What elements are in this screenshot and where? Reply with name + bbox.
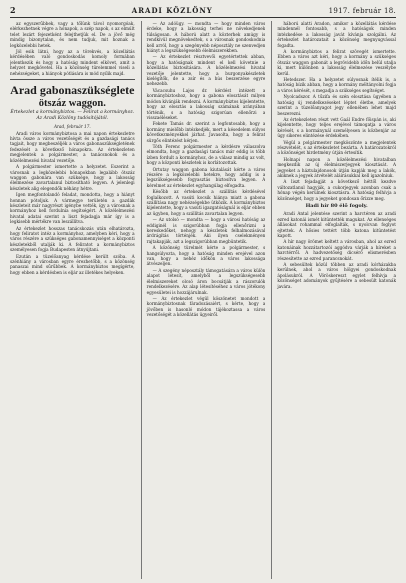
paragraph: háború alatti Aradon, amikor a közellátás kérdése mindennél fontosabb, s a hatóságok minden intézkedése a lakosság javát kívánja szolgálni. Az értekezlet határozatait a közönség megnyugvással fogadta. [277,21,396,48]
page-number: 2 [10,5,16,15]
article-dek: Értekezlet a kormánybiztos. — Felirat a kormányhoz. Az Aradi Közlöny tudósítójától. [10,110,135,121]
masthead [10,6,396,18]
paragraph: Fekete Tamás dr. szerint a legfontosabb, hogy a kormány mielőbb intézkedjék, mert a késedelem súlyos következményekkel járhat. Javasolta, hogy a felirat sürgős elintézést kérjen. [146,121,266,143]
paragraph: Ortutay waggon gabona kiutalását kérte a város részére a legközelebbi hetekre, hogy addig is a legszükségesebb fogyasztás biztosítva legyen. A kérelmet az értekezlet egyhangúlag elfogadta. [146,166,266,188]
divider [10,79,135,80]
paragraph: — Az utolsó — mondta — hogy a városi hatóság az eddiginél is szigorúbban fogja ellenőrizni a kereskedőket, nehogy a készletek felhalmozásával árdrágítás történjék. Aki ilyen cselekményen rajtakapják, azt a legszigorúbban megbüntetik. [146,217,266,244]
paragraph: Az értekezlet hosszas tanácskozás után elhatározta, hogy feliratot intéz a kormányhoz, amelyben kéri, hogy a város részére a szükséges gabonamennyiséget a központi készletekből utalják ki. A feliratot a kormánybiztos személyesen fogja Budapesten átnyújtani. [10,225,135,253]
paragraph: az egyszerűbbek, vagy a tőlünk távol nyomorgóak, elérkezhetnek végre a hónapok, a szép napok, s az elmúlt telet lezárt fejezetként felejthetjük el. De a jövő még mindig bizonytalan, és nem tudjuk, mit hoznak a legközelebbi hetek. [10,21,135,48]
article-headline: Arad gabonaszükséglete [10,83,135,98]
middle-column [141,21,266,579]
paragraph: Ezután a tüzelőanyag kérdése került szóba. A szénhiány a városban egyre érezhetőbb, s a közönség panaszai mind sűrűbbek. A kormánybiztos megígérte, hogy ebben a kérdésben is eljár az illetékes helyeken. [10,253,135,275]
paragraph: Nyolcadszor. A tűzifa és szén elosztása ügyében a hatóság új rendelkezéseket léptet életbe, amelyek szerint a tüzelőanyagot jegy ellenében lehet majd beszerezni. [277,94,396,116]
paragraph: Az értekezleten részt vett Gaál Endre főispán is, aki kijelentette, hogy teljes erejével támogatja a város kérését, s a kormánynál személyesen is közbenjár az ügy sikeres elintézése érdekében. [277,116,396,139]
paragraph: — A szegény néposztály támogatására a város külön alapot létesít, amelyből a legszükségesebb élelmiszereket olcsó áron bocsátják a rászorulók rendelkezésére. Az alap létesítéséhez a város jótékony egyesületei is hozzájárulnak. [146,267,266,295]
paragraph: A kormánybiztos a felirat szövegét ismertette. Ebben a város azt kéri, hogy a kormány a szükséges ötszáz waggon gabonát a legrövidebb időn belül utalja ki, mert különben a lakosság élelmezése veszélybe kerül. [277,49,396,76]
paragraph: Igen megfontolandó feladat, mondotta, hogy a hiányt honnan pótoljuk. A vármegye területén a gazdák készleteit már nagyrészt igénybe vették, így a városnak a kormányhoz kell fordulnia segítségért. A közélelmezési hivatal adatai szerint a liszt fejadagja már így is a legkisebb mértékre van leszállítva. [10,192,135,225]
paragraph: A közönség türelmét kérte a polgármester, s hangsúlyozta, hogy a hatóság minden erejével azon van, hogy a nehéz időkön a város lakossága átvészeljen. [146,245,266,267]
paragraph: A polgármester ismertette a helyzetet. Eszerint a városnak a legközelebbi hónapokban legalább ötszáz waggon gabonára van szüksége, hogy a lakosság élelmezése zavartalanul biztosítható legyen. A jelenlegi készletek alig elegendők néhány hétre. [10,164,135,191]
section-heading: Hadi hír 80 élő fogoly. [305,203,368,209]
paragraph: — Az értekezlet résztvevői egyetértettek abban, hogy a hatóságnak mindent el kell követnie a közellátás biztosítására. A közélelmezési hivatal vezetője jelentette, hogy a burgonyakészletek kielégítők, de a zsír és a hús beszerzése egyre nehezebb. [146,54,266,87]
paragraph: Aradi város kormánybiztosa a mai napon értekezletre hívta össze a város vezetőségét és a gazdasági tanács tagjait, hogy megbeszéljék a város gabonaszükségletének fedezését a következő hónapokra. Az értekezleten megjelentek a polgármester, a tanácsnokok és a közélelmezési hivatal vezetője. [10,130,135,163]
paragraph: — Az értekezlet végül köszönetet mondott a kormánybiztosnak fáradozásaiért, s kérte, hogy a jövőben is hasonló módon tájékoztassa a város vezetőségét a közellátás ügyeiről. [146,295,266,318]
left-top-text [10,21,135,76]
newspaper-title: ARADI KÖZLÖNY [131,6,213,15]
article-body [10,124,135,275]
paragraph: A hír nagy örömet keltett a városban, ahol az ezred katonáinak hozzátartozói aggódva várják a híreket a harctérről. A hadvezetőség dicsérő elismerésben részesítette az ezred parancsnokát. [277,239,396,261]
paragraph: Hetedszer. Ha a helyzetet súlyosnak ítélik is, a hatóság bízik abban, hogy a kormány méltányolni fogja a város kérését, s megadja a szükséges segítséget. [277,77,396,93]
paragraph: A liszt fejadagját a következő héttől kezdve változatlanul hagyják, a cukorjegyek azonban csak a hónap végén kerülnek kiosztásra. A hatóság felhívja a közönséget, hogy a jegyeket gondosan őrizze meg. [277,179,396,201]
issue-date: 1917. február 18. [328,7,396,15]
paragraph: Később az értekezlet a szállítás kérdésével foglalkozott. A vasúti kocsik hiánya miatt a gabona szállítása nagy nehézségekbe ütközik. A kormánybiztos kijelentette, hogy a vasúti igazgatóságnál is eljár ebben az ügyben, hogy a szállítás zavartalan legyen. [146,189,266,216]
article-headline-sub: ötszáz waggon. [38,98,106,110]
paragraph: Vácacsuhu Lajos dr. kérdést intézett a kormánybiztoshoz, hogy a gabona elosztását milyen módon kívánják rendezni. A kormánybiztos kijelentette, hogy az elosztás a lakosság számának arányában történik, s a hatóság szigorúan ellenőrzi a visszaéléseket. [146,87,266,120]
paragraph: Jól esik látni, hogy az a törekvés, a közellátás kérdésében való gondoskodás komoly formában jelentkezik és hogy a hatóság mindent elkövet, amit a helyzet megkövetel. Ha a közönség türelemmel viseli a nehézségeket, a hiányok pótlására is mód nyílik majd. [10,49,135,76]
right-column [271,21,396,579]
paragraph: Aradi Antal jelentése szerint a harctéren az aradi ezred katonái ismét kitüntették magukat. Az ellenséges állásokat rohammal elfoglalták, s nyolcvan foglyot ejtettek. A hősies tettért több katona kitüntetést kapott. [277,211,396,239]
dateline: Arad, február 17. [53,124,91,130]
paragraph: Holnapi napon a közélelmezési hivatalban megkezdik az új élelmiszerjegyek kiosztását. A jegyeket a háztulajdonosok útján kapják meg a lakók, akiknek a jegyek átvételét aláírásukkal kell igazolniuk. [277,156,396,178]
left-column [10,21,135,579]
paragraph: — Az adóügy. — mondta — hogy minden város érdeke, hogy a lakosság terhei ne növekedjenek túlságosan. A háború alatt a közterhek amúgy is rendkívül megnövekedtek, s a városnak gondoskodnia kell arról, hogy a szegényebb néposztály ne szenvedjen hiányt a legszükségesebb élelmiszerekben. [146,21,266,54]
column-grid [10,21,396,579]
paragraph: Tóth Ferenc polgármester a kérdésre válaszolva elmondta, hogy a gazdasági tanács már eddig is több ízben fordult a kormányhoz, de a válasz mindig az volt, hogy a központi készletek is korlátozottak. [146,143,266,166]
paragraph: A sebesültek közül többen az aradi kórházakba kerülnek, ahol a város hölgyei gondoskodnak ápolásukról. A Vöröskereszt egylet felhívja a közönséget adományok gyűjtésére a sebesült katonák javára. [277,262,396,289]
paragraph: Végül a polgármester megköszönte a megjelentek részvételét, s az értekezletet bezárta. A határozatokról a közönséget hirdetmény útján értesítik. [277,139,396,156]
